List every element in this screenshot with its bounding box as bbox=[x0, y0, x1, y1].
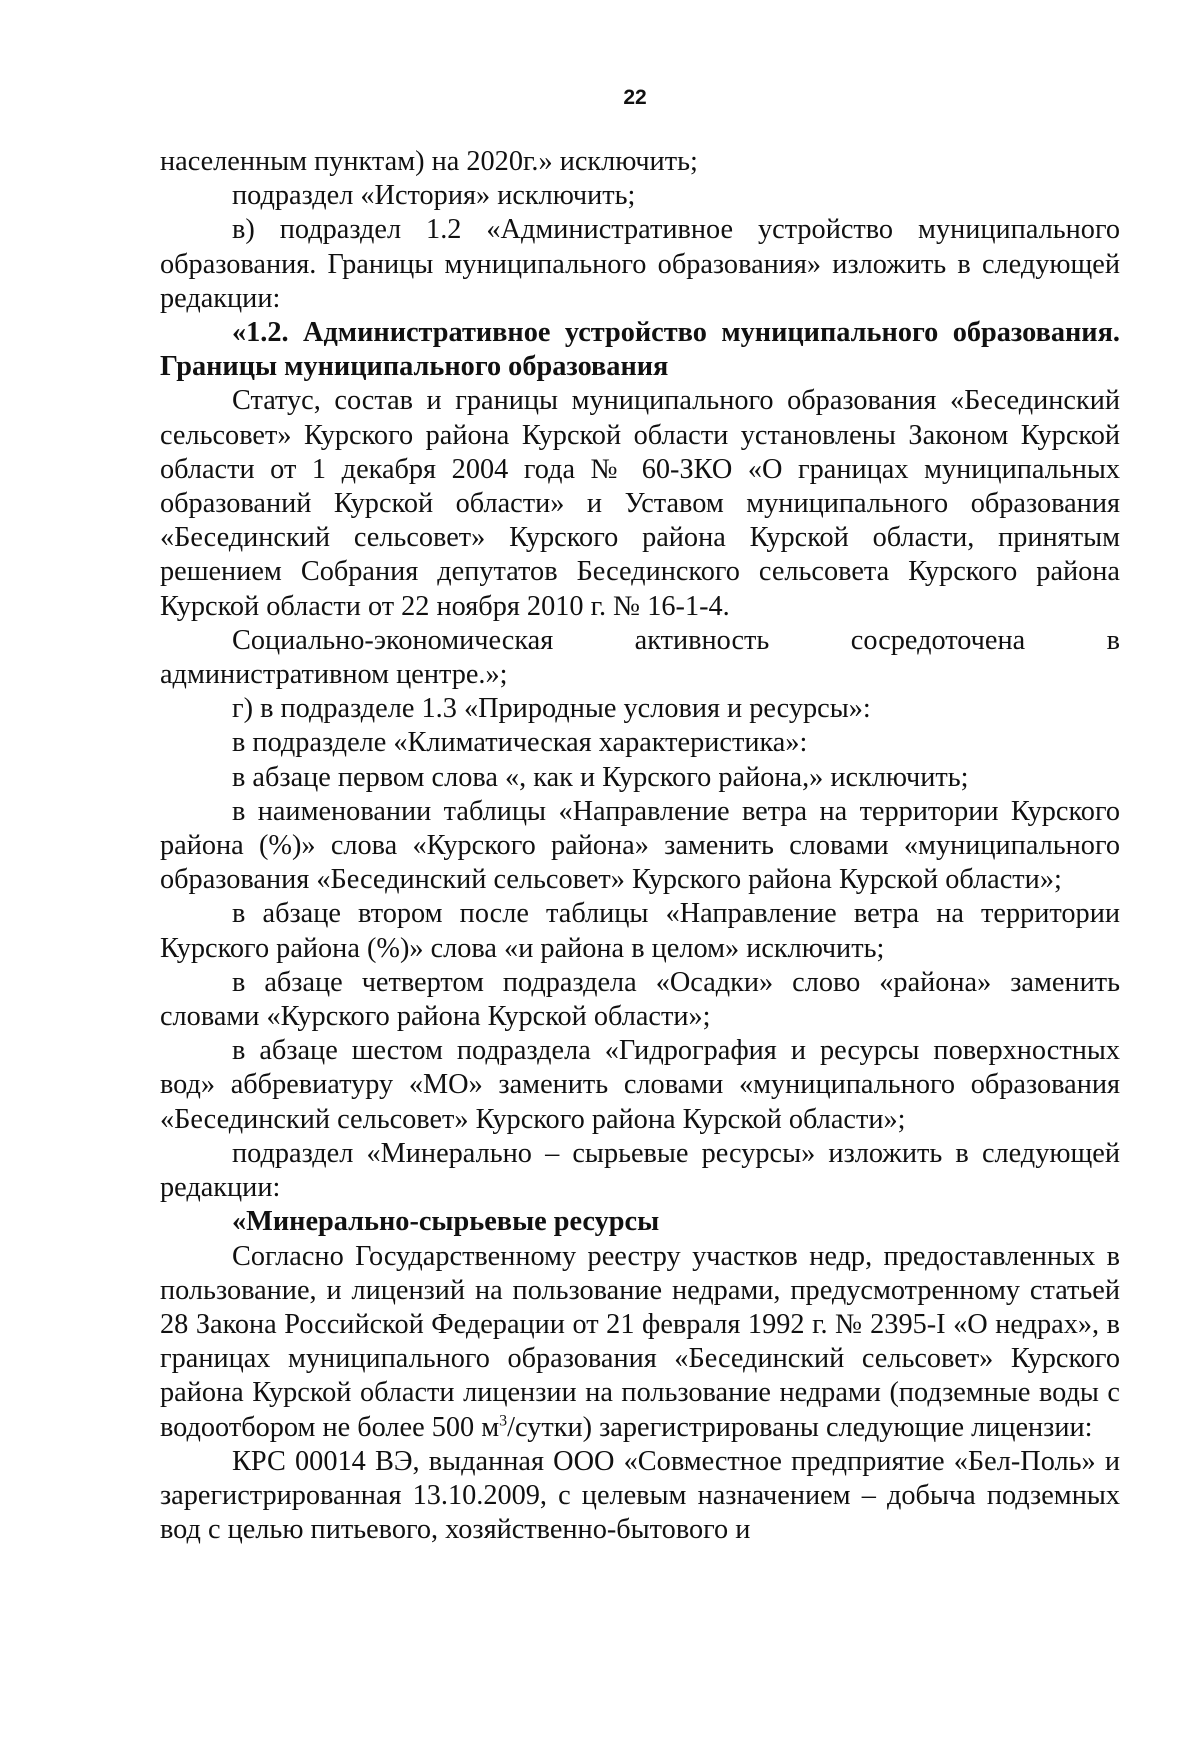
paragraph bbox=[160, 1240, 1120, 1445]
paragraph: Статус, состав и границы муниципального образования «Бесединский сельсовет» Курского района Курской области установлены Законом Курской области от 1 декабря 2004 года № 60-ЗКО «О границах муниципальных образований Курской области» и Уставом муниципального образования «Бесединский сельсовет» Курского района Курской области, принятым решением Собрания депутатов Бесединского сельсовета Курского района Курской области от 22 ноября 2010 г. № 16-1-4. bbox=[160, 385, 1120, 622]
paragraph: в абзаце четвертом подраздела «Осадки» слово «района» заменить словами «Курского района Курской области»; bbox=[160, 966, 1120, 1033]
paragraph-text: /сутки) зарегистрированы следующие лицензии: bbox=[507, 1411, 1093, 1443]
document-body bbox=[160, 145, 1120, 1547]
paragraph: в абзаце первом слова «, как и Курского района,» исключить; bbox=[232, 761, 969, 793]
superscript: 3 bbox=[499, 1412, 508, 1430]
paragraph: Социально-экономическая активность сосредоточена в административном центре.»; bbox=[160, 624, 1120, 691]
paragraph: подраздел «История» исключить; bbox=[232, 180, 636, 212]
paragraph-text: Согласно Государственному реестру участков недр, предоставленных в пользование, и лицензий на пользование недрами, предусмотренному статьей 28 Закона Российской Федерации от 21 февраля 1992 г. № 2395-I «О недрах», в границах муниципального образования «Бесединский сельсовет» Курского района Курской области лицензии на пользование недрами (подземные воды с водоотбором не более 500 м bbox=[160, 1240, 1120, 1443]
page-number: 22 bbox=[623, 86, 647, 109]
paragraph: г) в подразделе 1.3 «Природные условия и ресурсы»: bbox=[232, 693, 871, 725]
paragraph: в) подраздел 1.2 «Административное устройство муниципального образования. Границы муниципального образования» изложить в следующей редакции: bbox=[160, 214, 1120, 314]
section-heading: «Минерально-сырьевые ресурсы bbox=[232, 1206, 660, 1238]
paragraph: населенным пунктам) на 2020г.» исключить; bbox=[160, 146, 698, 177]
section-heading: «1.2. Административное устройство муниципального образования. Границы муниципального образования bbox=[160, 317, 1120, 383]
paragraph: КРС 00014 ВЭ, выданная ООО «Совместное предприятие «Бел-Поль» и зарегистрированная 13.10.2009, с целевым назначением – добыча подземных вод с целью питьевого, хозяйственно-бытового и bbox=[160, 1445, 1120, 1546]
paragraph: в подразделе «Климатическая характеристика»: bbox=[232, 727, 808, 759]
paragraph: в абзаце шестом подраздела «Гидрография и ресурсы поверхностных вод» аббревиатуру «МО» заменить словами «муниципального образования «Бесединский сельсовет» Курского района Курской области»; bbox=[160, 1035, 1120, 1135]
paragraph: подраздел «Минерально – сырьевые ресурсы» изложить в следующей редакции: bbox=[160, 1137, 1120, 1204]
paragraph: в абзаце втором после таблицы «Направление ветра на территории Курского района (%)» слова «и района в целом» исключить; bbox=[160, 898, 1120, 964]
paragraph: в наименовании таблицы «Направление ветра на территории Курского района (%)» слова «Курского района» заменить словами «муниципального образования «Бесединский сельсовет» Курского района Курской области»; bbox=[160, 795, 1120, 896]
